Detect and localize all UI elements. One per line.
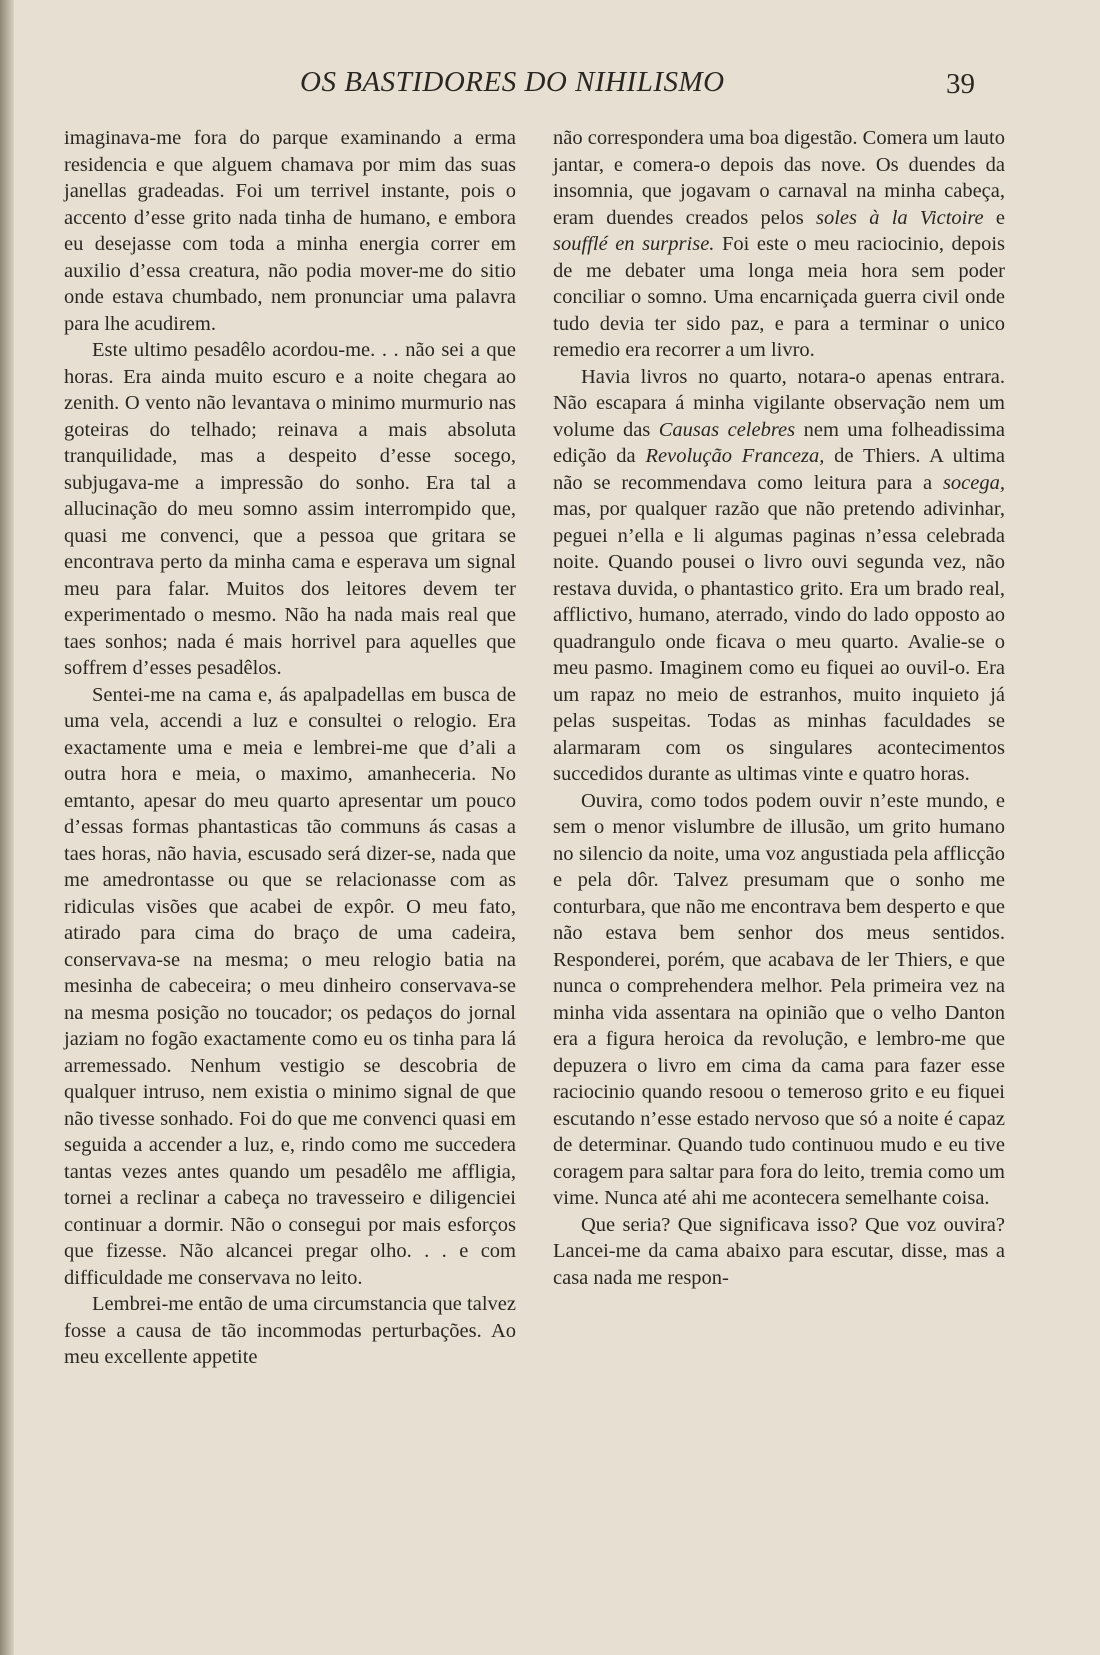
left-column [64,125,516,1371]
italic-text: Causas celebres [658,418,796,441]
text-run: mas, por qualquer razão que não pretendo adivinhar, peguei n’ella e li algumas paginas n’essa celebrada noite. Quando pousei o livro ouvi segunda vez, não restava duvida, o phantastico grito. Era um brado real, afflictivo, humano, aterrado, vindo do lado opposto ao quadrangulo onde ficava o meu quarto. Avalie-se o meu pasmo. Imaginem como eu fiquei ao ouvil-o. Era um rapaz no meio de estranhos, muito inquieto já pelas suspeitas. Todas as minhas faculdades se alarmaram com os singulares acontecimentos succedidos durante as ultimas vinte e quatro horas. [553,498,1005,785]
text-run: Foi este o meu raciocinio, depois de me debater uma longa meia hora sem poder conciliar o somno. Uma encarniçada guerra civil onde tudo devia ter sido paz, e para a terminar o unico remedio era recorrer a um livro. [553,233,1006,361]
paragraph: imaginava-me fora do parque examinando a erma residencia e que alguem chamava por mim das suas janellas gradeadas. Foi um terrivel instante, pois o accento d’esse grito nada tinha de humano, e embora eu desejasse com toda a minha energia correr em auxilio d’essa creatura, não podia mover-me do sitio onde estava chumbado, nem pronunciar uma palavra para lhe acudirem. [64,127,516,335]
paragraph [553,125,1005,364]
paragraph: Sentei-me na cama e, ás apalpadellas em busca de uma vela, accendi a luz e consultei o relogio. Era exactamente uma e meia e lembrei-me que d’ali a outra hora e meia, o maximo, amanheceria. No emtanto, apesar do meu quarto apresentar um pouco d’essas formas phantasticas tão communs ás casas a taes horas, não havia, escusado será dizer-se, nada que me amedrontasse ou que se relacionasse com as ridiculas visões que acabei de expôr. O meu fato, atirado para cima do braço de uma cadeira, conservava-se na mesma; o meu relogio batia na mesinha de cabeceira; o meu dinheiro conservava-se na mesma posição no toucador; os pedaços do jornal jaziam no fogão exactamente como eu os tinha para lá arremessado. Nenhum vestigio se descobria de qualquer intruso, nem existia o minimo signal de que não tivesse sonhado. Foi do que me convenci quasi em seguida a accender a luz, e, rindo como me succedera tantas vezes antes quando um pesadêlo me affligia, tornei a reclinar a cabeça no travesseiro e diligenciei continuar a dormir. Não o consegui por mais esforços que fizesse. Não alcancei pregar olho. . . e com difficuldade me conservava no leito. [64,683,516,1289]
text-run: de Thiers. A ultima não se recommendava como leitura para a [553,445,1005,494]
running-title: OS BASTIDORES DO NIHILISMO [300,66,725,98]
italic-text: soufflé en surprise. [553,233,715,255]
page-header [0,62,1100,112]
paragraph: Que seria? Que significava isso? Que voz ouvira? Lancei-me da cama abaixo para escutar, disse, mas a casa nada me respon- [553,1213,1005,1289]
italic-text: Revolução Franceza, [645,445,825,467]
right-column [553,125,1005,1291]
page-binding-edge [0,0,14,1655]
text-run: não correspondera uma boa digestão. Comera um lauto jantar, e comera-o depois das nove. Os duendes da insomnia, que jogavam o carnaval na minha cabeça, eram duendes creados pelos [553,127,1005,229]
paragraph [553,364,1005,788]
text-run: e [983,206,1005,229]
page-number: 39 [946,68,975,100]
text-run: Havia livros no quarto, notara-o apenas entrara. Não escapara á minha vigilante observação nem um volume das [553,365,1005,441]
italic-text: socega, [942,471,1005,494]
paragraph: Ouvira, como todos podem ouvir n’este mundo, e sem o menor vislumbre de illusão, um grito humano no silencio da noite, uma voz angustiada pela afflicção e pela dôr. Talvez presumam que o sonho me conturbara, que não me encontrava bem desperto e que não estava bem senhor dos meus sentidos. Responderei, porém, que acabava de ler Thiers, e que nunca o comprehendera melhor. Pela primeira vez na minha vida assentara na opinião que o velho Danton era a figura heroica da revolução, e lembro-me que depuzera o livro em cima da cama para fazer esse raciocinio quando resoou o temeroso grito e eu fiquei escutando n’esse estado nervoso que só a noite é capaz de determinar. Quando tudo continuou mudo e eu tive coragem para saltar para fora do leito, tremia como um vime. Nunca até ahi me acontecera semelhante coisa. [553,789,1005,1209]
italic-text: soles à la Victoire [815,206,984,229]
paragraph: Lembrei-me então de uma circumstancia que talvez fosse a causa de tão incommodas perturbações. Ao meu excellente appetite [64,1293,516,1368]
paragraph: Este ultimo pesadêlo acordou-me. . . não sei a que horas. Era ainda muito escuro e a noite chegara ao zenith. O vento não levantava o minimo murmurio nas goteiras do telhado; reinava a mais absoluta tranquilidade, mas a despeito d’esse socego, subjugava-me a impressão do sonho. Era tal a allucinação do meu somno assim interrompido que, quasi me convenci, que a pessoa que gritara se encontrava perto da minha cama e esperava um signal meu para falar. Muitos dos leitores devem ter experimentado o mesmo. Não ha nada mais real que taes sonhos; nada é mais horrivel para aquelles que soffrem d’esses pesadêlos. [64,339,516,679]
text-run: nem uma folheadissima edição da [553,418,1005,467]
